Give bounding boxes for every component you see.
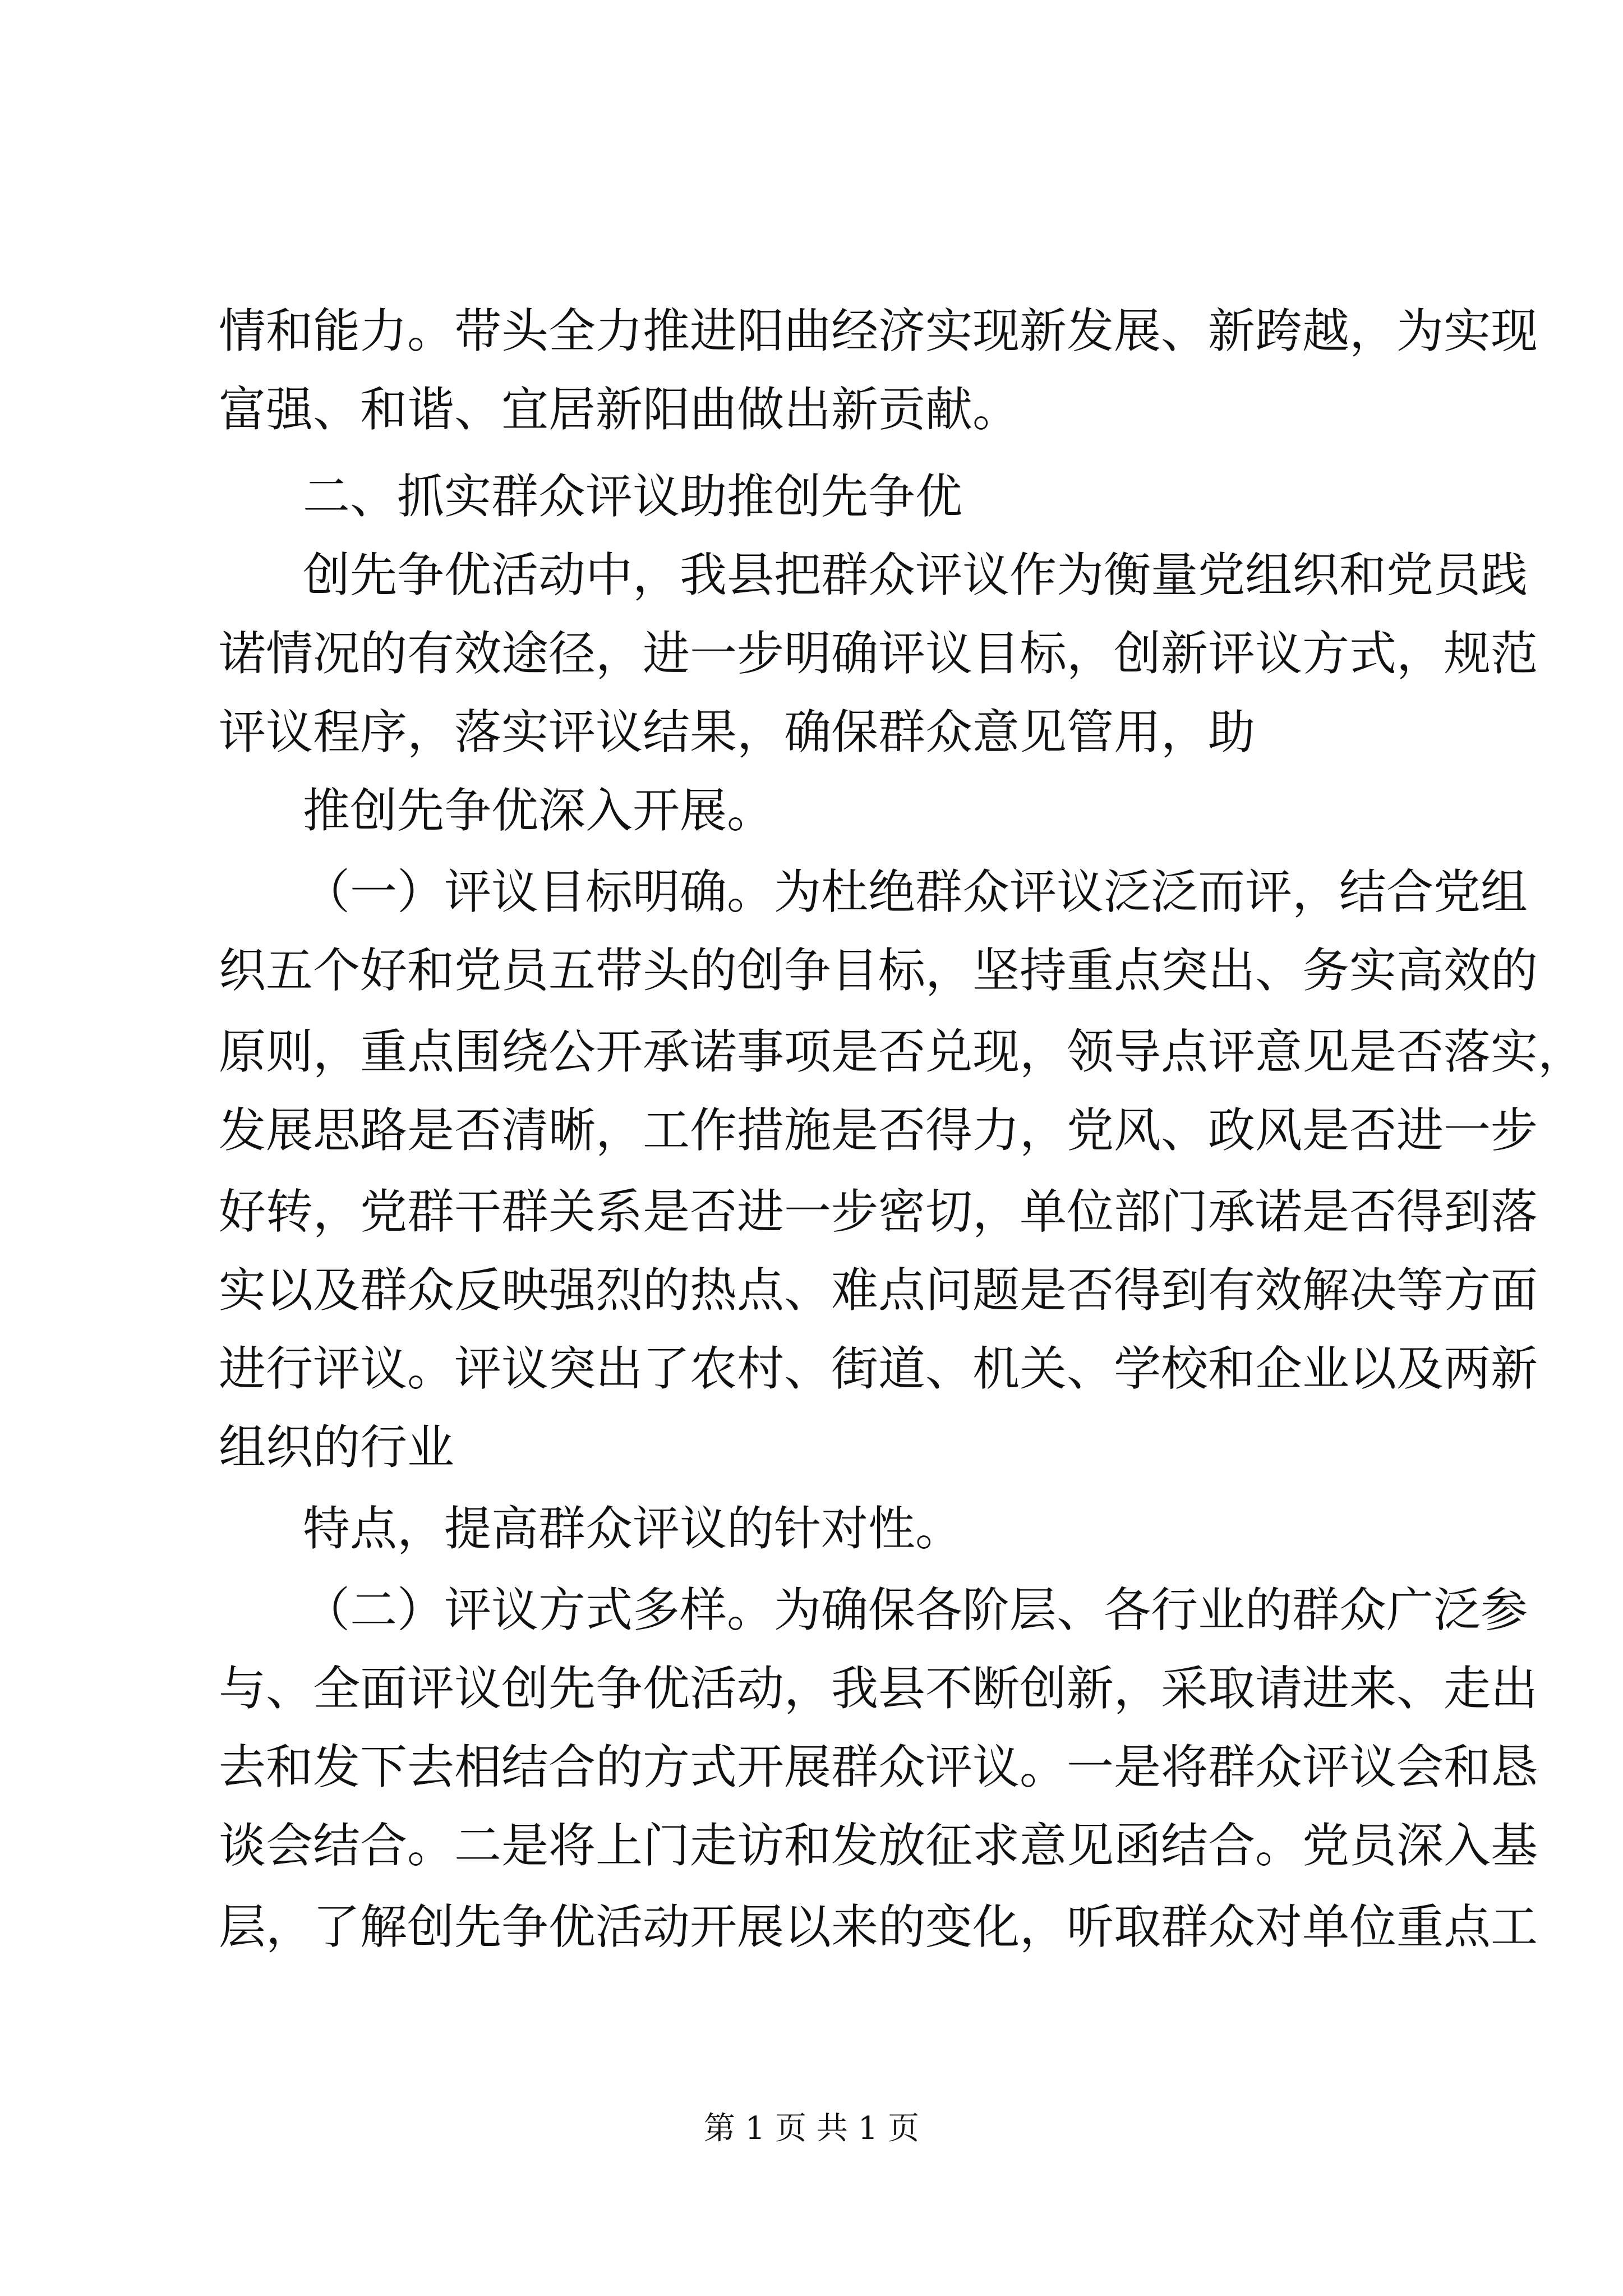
text-line: 去和发下去相结合的方式开展群众评议。一是将群众评议会和恳 (219, 1740, 1538, 1795)
text-line: 发展思路是否清晰，工作措施是否得力，党风、政风是否进一步 (219, 1103, 1538, 1158)
subsection-line: （二）评议方式多样。为确保各阶层、各行业的群众广泛参 (303, 1582, 1528, 1637)
text-line: 富强、和谐、宜居新阳曲做出新贡献。 (219, 382, 1020, 437)
text-line: 推创先争优深入开展。 (303, 783, 774, 838)
page-footer: 第 1 页 共 1 页 (703, 2110, 920, 2147)
subsection-line: （一）评议目标明确。为杜绝群众评议泛泛而评，结合党组 (303, 864, 1528, 919)
text-line: 实以及群众反映强烈的热点、难点问题是否得到有效解决等方面 (219, 1263, 1538, 1318)
text-line: 与、全面评议创先争优活动，我县不断创新，采取请进来、走出 (219, 1661, 1538, 1716)
text-line: 好转，党群干群关系是否进一步密切，单位部门承诺是否得到落 (219, 1184, 1538, 1239)
text-line: 特点，提高群众评议的针对性。 (303, 1501, 963, 1556)
text-line: 谈会结合。二是将上门走访和发放征求意见函结合。党员深入基 (219, 1818, 1538, 1873)
text-line: 诺情况的有效途径，进一步明确评议目标，创新评议方式，规范 (219, 626, 1538, 681)
text-line: 组织的行业 (219, 1420, 455, 1475)
text-line: 创先争优活动中，我县把群众评议作为衡量党组织和党员践 (303, 547, 1528, 602)
text-line: 进行评议。评议突出了农村、街道、机关、学校和企业以及两新 (219, 1341, 1538, 1396)
text-line: 层，了解创先争优活动开展以来的变化，听取群众对单位重点工 (219, 1899, 1538, 1954)
text-line: 原则，重点围绕公开承诺事项是否兑现，领导点评意见是否落实， (219, 1024, 1585, 1079)
text-line: 评议程序，落实评议结果，确保群众意见管用，助 (219, 705, 1256, 760)
text-line: 织五个好和党员五带头的创争目标，坚持重点突出、务实高效的 (219, 943, 1538, 998)
section-heading: 二、抓实群众评议助推创先争优 (303, 469, 963, 524)
text-line: 情和能力。带头全力推进阳曲经济实现新发展、新跨越，为实现 (219, 303, 1538, 358)
